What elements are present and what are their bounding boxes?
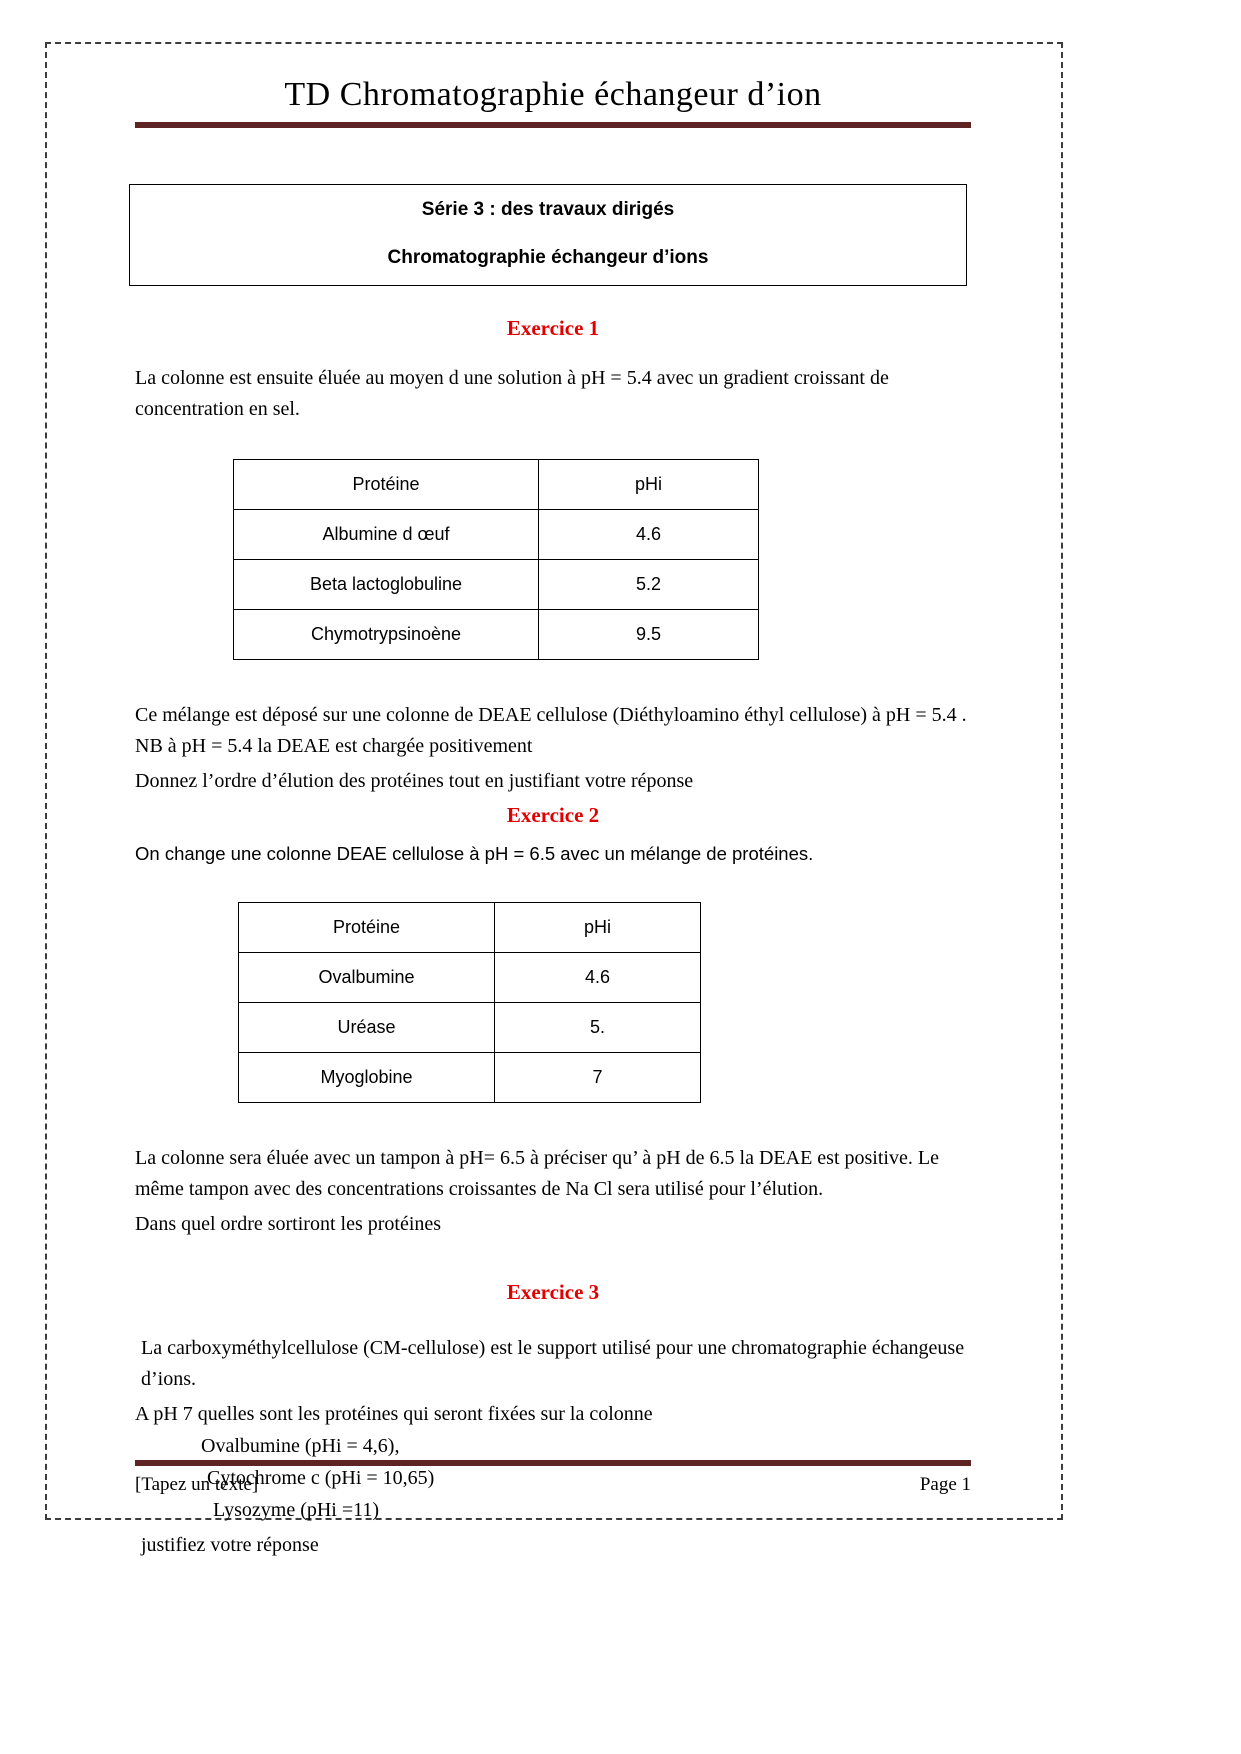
exercise1-paragraph: Ce mélange est déposé sur une colonne de DEAE cellulose (Diéthyloamino éthyl cellulose) à pH = 5.4 . NB à pH = 5.4 la DEAE est chargée positivement — [135, 704, 967, 757]
table-cell-protein: Myoglobine — [239, 1052, 495, 1102]
exercise2-question: Dans quel ordre sortiront les protéines — [135, 1212, 442, 1235]
series-box-line1: Série 3 : des travaux dirigés — [421, 199, 675, 220]
page-number: Page 1 — [919, 1474, 971, 1495]
table-row — [234, 610, 759, 660]
table-header-cell-phi: pHi — [539, 460, 759, 510]
page-title: TD Chromatographie échangeur d’ion — [284, 76, 822, 113]
exercise1-table — [233, 459, 759, 660]
table-cell-protein: Beta lactoglobuline — [234, 560, 539, 610]
protein-list-item: Ovalbumine (pHi = 4,6), — [201, 1434, 400, 1457]
exercise2-table — [238, 902, 701, 1103]
table-row — [239, 1052, 701, 1102]
table-row — [234, 510, 759, 560]
exercise2-intro: On change une colonne DEAE cellulose à pH = 6.5 avec un mélange de protéines. — [135, 843, 814, 864]
table-cell-phi: 5. — [495, 1002, 701, 1052]
protein-list-item: Cytochrome c (pHi = 10,65) — [207, 1466, 435, 1489]
table-cell-phi: 4.6 — [539, 510, 759, 560]
table-header-cell-phi: pHi — [495, 902, 701, 952]
table-cell-phi: 4.6 — [495, 952, 701, 1002]
exercise3-paragraph: La carboxyméthylcellulose (CM-cellulose) est le support utilisé pour une chromatographie échangeuse d’ions. — [141, 1336, 965, 1390]
table-cell-phi: 5.2 — [539, 560, 759, 610]
protein-list-item: Lysozyme (pHi =11) — [213, 1498, 380, 1521]
table-cell-phi: 7 — [495, 1052, 701, 1102]
exercise3-justify: justifiez votre réponse — [141, 1533, 319, 1556]
exercise3-question: A pH 7 quelles sont les protéines qui seront fixées sur la colonne — [135, 1402, 653, 1425]
table-cell-phi: 9.5 — [539, 610, 759, 660]
exercise1-intro: La colonne est ensuite éluée au moyen d une solution à pH = 5.4 avec un gradient croissant de concentration en sel. — [135, 367, 889, 420]
table-row — [234, 560, 759, 610]
page-footer — [135, 1460, 971, 1496]
table-cell-protein: Ovalbumine — [239, 952, 495, 1002]
table-row — [239, 1002, 701, 1052]
exercise1-heading: Exercice 1 — [506, 316, 600, 340]
exercise3-heading: Exercice 3 — [506, 1279, 600, 1304]
table-header-row — [239, 902, 701, 952]
exercise1-question: Donnez l’ordre d’élution des protéines tout en justifiant votre réponse — [135, 770, 694, 792]
table-header-cell-protein: Protéine — [239, 902, 495, 952]
exercise2-heading: Exercice 2 — [506, 803, 600, 827]
table-cell-protein: Albumine d œuf — [234, 510, 539, 560]
series-box — [129, 184, 967, 286]
footer-rule — [135, 1460, 971, 1466]
exercise2-paragraph: La colonne sera éluée avec un tampon à pH= 6.5 à préciser qu’ à pH de 6.5 la DEAE est positive. Le même tampon avec des concentrations croissantes de Na Cl sera utilisé pour l’élution. — [135, 1146, 939, 1200]
footer-placeholder-text: [Tapez un texte] — [135, 1474, 259, 1495]
header-rule — [135, 122, 971, 128]
series-box-line2: Chromatographie échangeur d’ions — [387, 247, 709, 268]
table-row — [239, 952, 701, 1002]
page-border — [45, 42, 1063, 1556]
table-header-row — [234, 460, 759, 510]
table-header-cell-protein: Protéine — [234, 460, 539, 510]
table-cell-protein: Chymotrypsinoène — [234, 610, 539, 660]
table-cell-protein: Uréase — [239, 1002, 495, 1052]
